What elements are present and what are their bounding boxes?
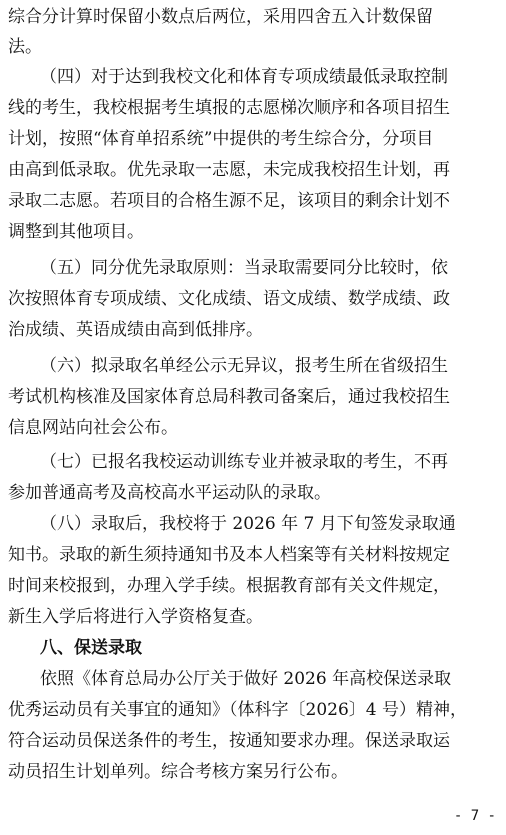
paragraph-line: 计划，按照“体育单招系统”中提供的考生综合分，分项目 [8, 129, 434, 149]
paragraph-line: 新生入学后将进行入学资格复查。 [8, 607, 263, 627]
paragraph-line: 知书。录取的新生须持通知书及本人档案等有关材料按规定 [8, 545, 450, 565]
paragraph-line: 参加普通高考及高校高水平运动队的录取。 [8, 483, 331, 503]
paragraph-line: （六）拟录取名单经公示无异议，报考生所在省级招生 [40, 356, 448, 376]
paragraph-line: （五）同分优先录取原则：当录取需要同分比较时，依 [40, 258, 448, 278]
paragraph-line: （七）已报名我校运动训练专业并被录取的考生，不再 [40, 452, 448, 472]
paragraph-line: 综合分计算时保留小数点后两位，采用四舍五入计数保留 [8, 7, 433, 27]
paragraph-line: 线的考生，我校根据考生填报的志愿梯次顺序和各项目招生 [8, 98, 450, 118]
paragraph-line: 录取二志愿。若项目的合格生源不足，该项目的剩余计划不 [8, 191, 450, 211]
paragraph-line: （四）对于达到我校文化和体育专项成绩最低录取控制 [40, 67, 448, 87]
paragraph-line: 由高到低录取。优先录取一志愿，未完成我校招生计划，再 [8, 160, 450, 180]
paragraph-line: 优秀运动员有关事宜的通知》（体科字〔2026〕4 号）精神， [8, 700, 467, 720]
paragraph-line: 依照《体育总局办公厅关于做好 2026 年高校保送录取 [40, 669, 452, 689]
paragraph-line: 次按照体育专项成绩、文化成绩、语文成绩、数学成绩、政 [8, 289, 450, 309]
paragraph-line: 调整到其他项目。 [8, 222, 144, 242]
paragraph-line: 治成绩、英语成绩由高到低排序。 [8, 320, 263, 340]
paragraph-line: （八）录取后，我校将于 2026 年 7 月下旬签发录取通 [40, 514, 456, 534]
paragraph-line: 考试机构核准及国家体育总局科教司备案后，通过我校招生 [8, 387, 450, 407]
paragraph-line: 信息网站向社会公布。 [8, 418, 178, 438]
section-heading: 八、保送录取 [40, 638, 142, 658]
paragraph-line: 法。 [8, 37, 42, 57]
paragraph-line: 时间来校报到，办理入学手续。根据教育部有关文件规定， [8, 576, 450, 596]
paragraph-line: 动员招生计划单列。综合考核方案另行公布。 [8, 762, 348, 782]
paragraph-line: 符合运动员保送条件的考生，按通知要求办理。保送录取运 [8, 731, 450, 751]
page-number: - 7 - [453, 808, 496, 824]
